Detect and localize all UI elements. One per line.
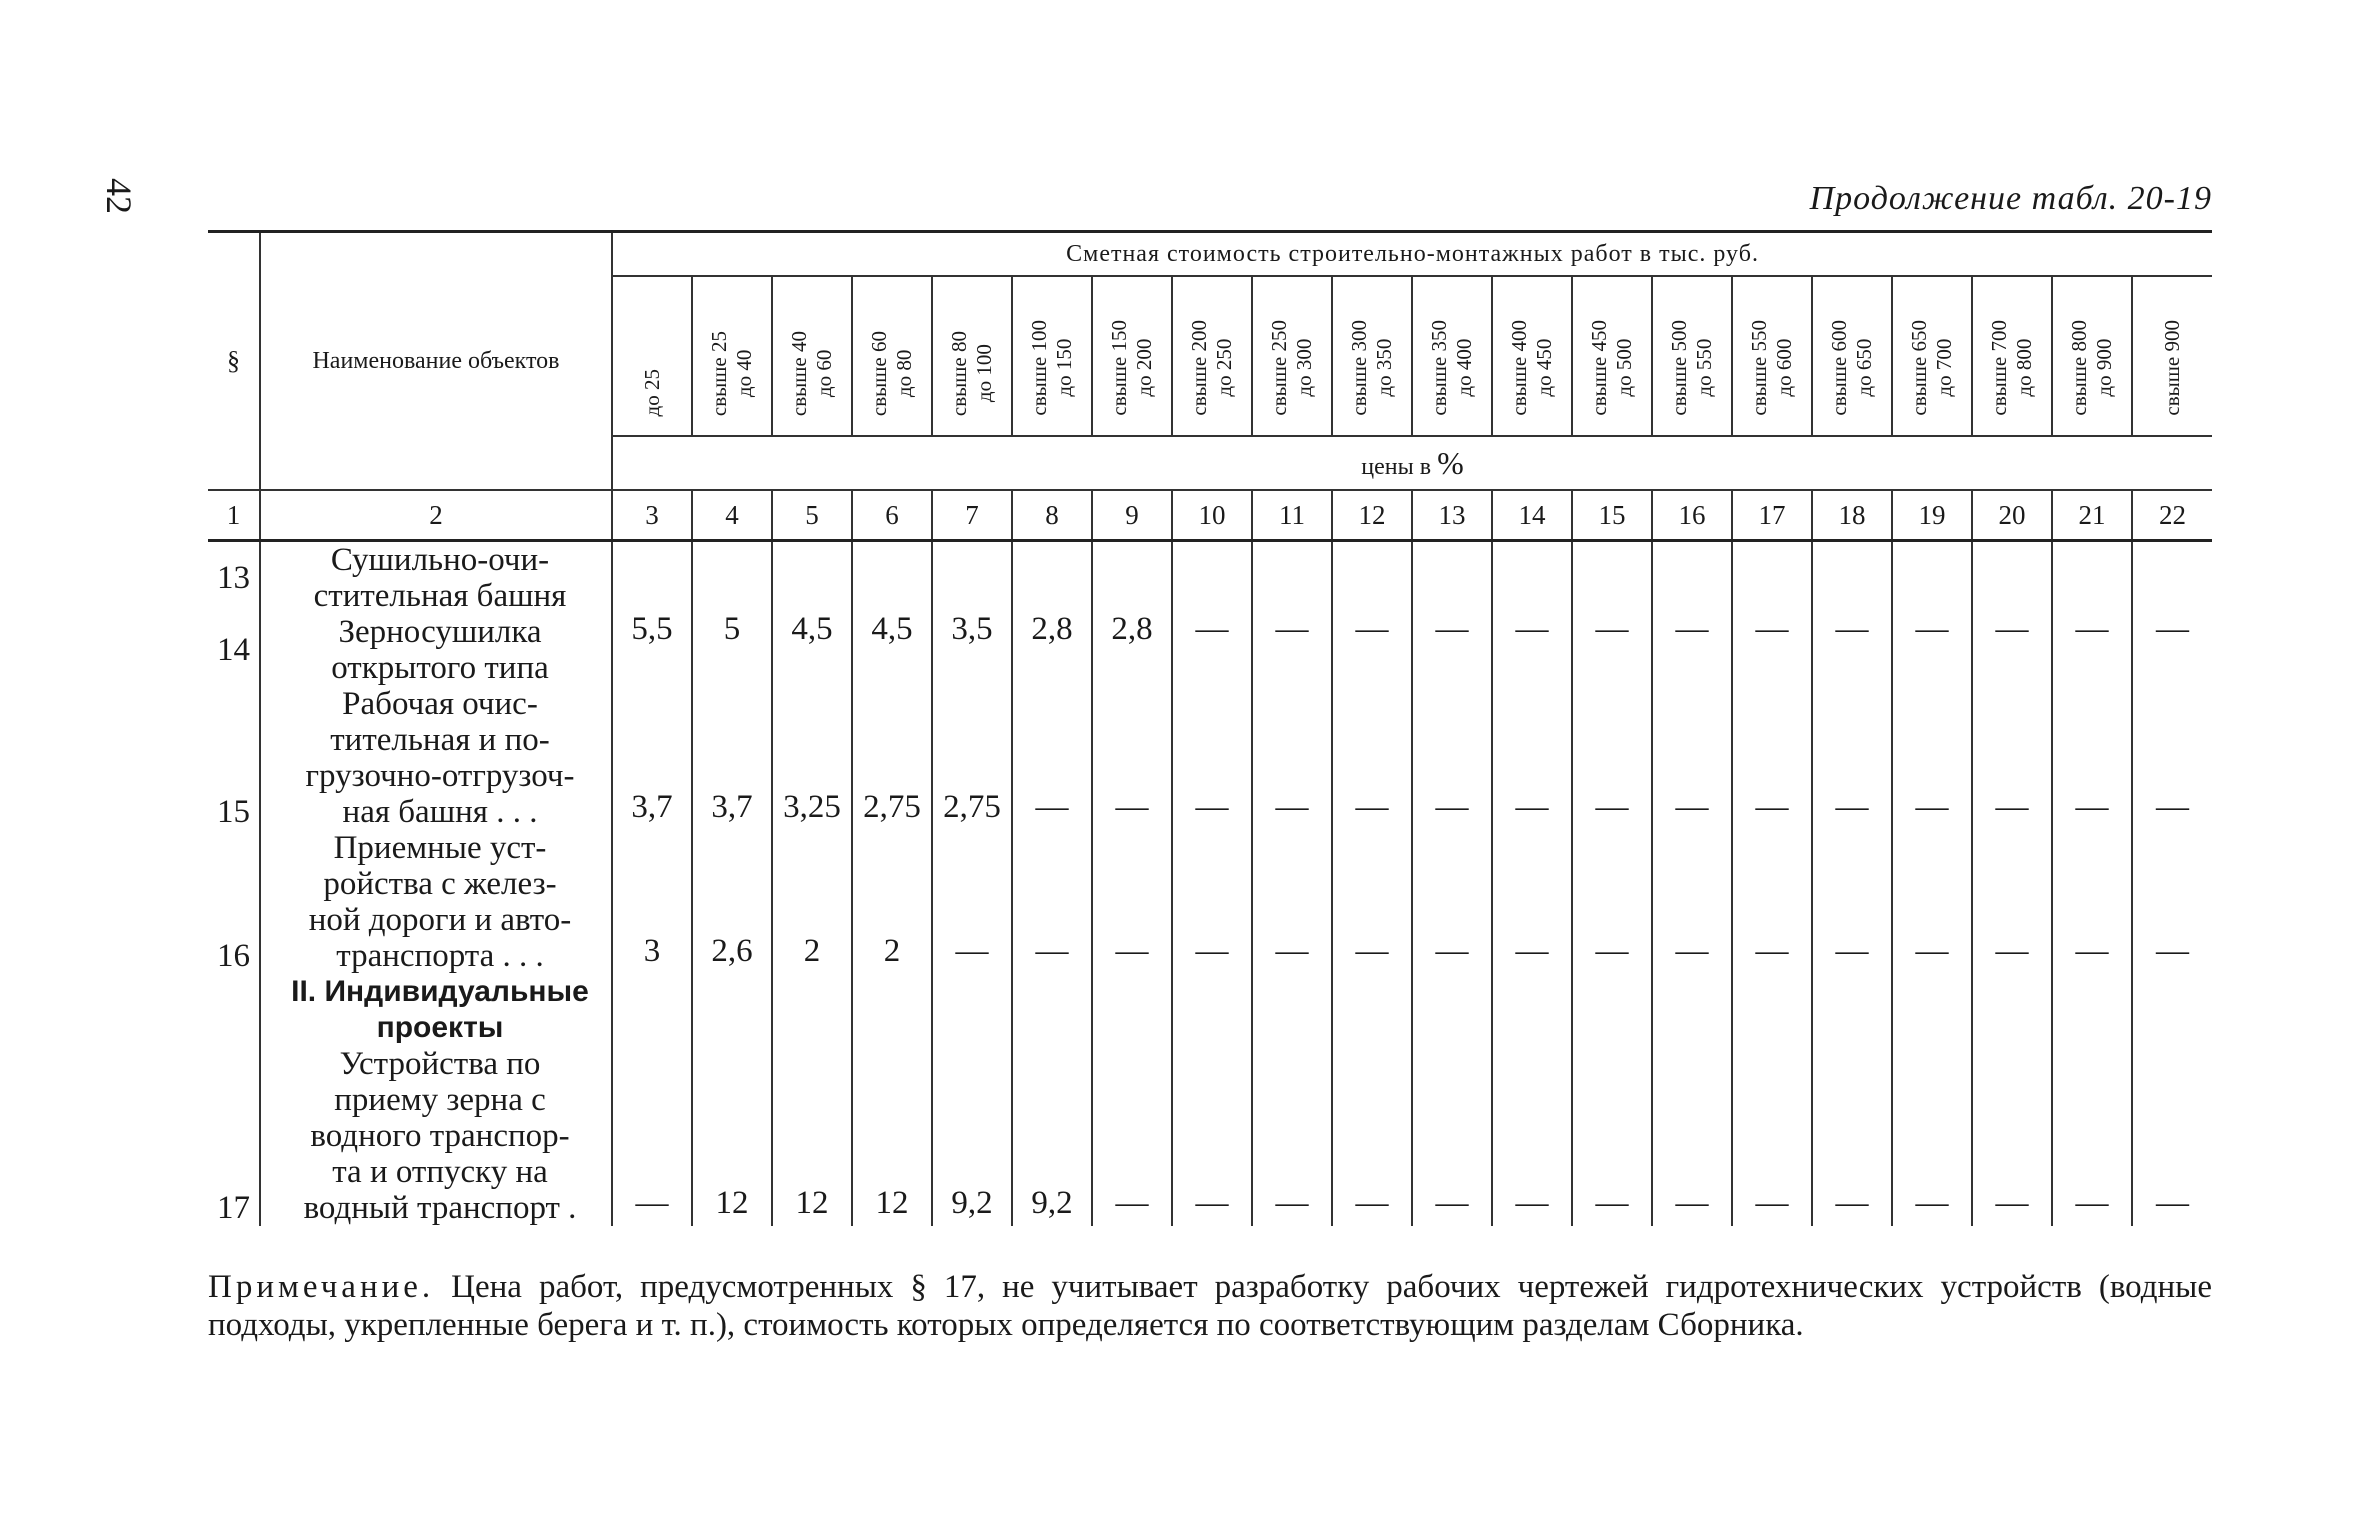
range-header [612, 276, 692, 436]
column-number: 6 [852, 490, 932, 541]
name-header: Наименование объектов [260, 232, 612, 491]
range-header [2132, 276, 2212, 436]
price-cell: — [1732, 686, 1812, 830]
price-cell: 2,75 [932, 686, 1012, 830]
column-number: 22 [2132, 490, 2212, 541]
range-header [2052, 276, 2132, 436]
cost-header: Сметная стоимость строительно-монтажных работ в тыс. руб. [612, 232, 2212, 277]
price-cell: 2,6 [692, 830, 772, 974]
prices-header [612, 436, 2212, 490]
price-cell: 4,5 [772, 541, 852, 687]
column-number: 7 [932, 490, 1012, 541]
range-label: свыше 200 до 250 [1187, 320, 1236, 416]
column-number: 3 [612, 490, 692, 541]
column-number: 14 [1492, 490, 1572, 541]
price-cell: 9,2 [932, 974, 1012, 1226]
column-number: 8 [1012, 490, 1092, 541]
prices-unit: % [1437, 444, 1464, 481]
column-number: 15 [1572, 490, 1652, 541]
column-number: 16 [1652, 490, 1732, 541]
table-row [208, 686, 2212, 830]
price-cell: 2 [852, 830, 932, 974]
section-number: 16 [217, 938, 250, 974]
column-number: 21 [2052, 490, 2132, 541]
price-cell: — [2132, 830, 2212, 974]
price-cell: — [1332, 541, 1412, 687]
price-cell: — [1732, 541, 1812, 687]
range-label: свыше 25 до 40 [707, 330, 756, 416]
price-cell: — [1892, 830, 1972, 974]
range-label: свыше 100 до 150 [1027, 320, 1076, 416]
subheading: II. Индивидуальные проекты [291, 975, 589, 1044]
range-label: свыше 350 до 400 [1427, 320, 1476, 416]
price-cell: — [1092, 686, 1172, 830]
range-header [772, 276, 852, 436]
column-number: 18 [1812, 490, 1892, 541]
price-cell: — [1172, 974, 1252, 1226]
price-cell: 3,5 [932, 541, 1012, 687]
range-label: свыше 550 до 600 [1747, 320, 1796, 416]
range-header [852, 276, 932, 436]
price-cell: — [1972, 541, 2052, 687]
section-number: 15 [217, 794, 250, 830]
range-label: свыше 500 до 550 [1667, 320, 1716, 416]
price-cell: — [1732, 830, 1812, 974]
column-number: 12 [1332, 490, 1412, 541]
price-cell: — [1812, 541, 1892, 687]
range-header [1572, 276, 1652, 436]
object-name-text: Сушильно-очи- стительная башня Зерносушилка открытого типа [313, 542, 567, 686]
price-cell: — [1332, 830, 1412, 974]
price-cell: — [2052, 541, 2132, 687]
price-cell: 4,5 [852, 541, 932, 687]
object-name-text: Приемные уст- ройства с желез- ной дороги и авто- транспорта . . . [308, 830, 572, 974]
table-row [208, 830, 2212, 974]
range-label: свыше 150 до 200 [1107, 320, 1156, 416]
price-cell: 12 [772, 974, 852, 1226]
range-header [1412, 276, 1492, 436]
section-number: 13 14 [217, 560, 250, 668]
price-cell: — [1492, 541, 1572, 687]
range-header [1172, 276, 1252, 436]
price-cell: 2,8 [1092, 541, 1172, 687]
price-cell: — [2132, 974, 2212, 1226]
price-cell: — [1812, 974, 1892, 1226]
column-number: 11 [1252, 490, 1332, 541]
price-cell: — [1572, 830, 1652, 974]
range-label: свыше 60 до 80 [867, 330, 916, 416]
price-cell: — [1332, 974, 1412, 1226]
price-cell: — [1572, 541, 1652, 687]
price-cell: 5,5 [612, 541, 692, 687]
price-cell: — [2052, 830, 2132, 974]
table-note [208, 1268, 2212, 1344]
price-cell: — [1012, 830, 1092, 974]
range-label: свыше 400 до 450 [1507, 320, 1556, 416]
price-cell: — [1492, 686, 1572, 830]
object-name-text: Рабочая очис- тительная и по- грузочно-отгрузоч- ная башня . . . [305, 686, 575, 830]
price-cell: 9,2 [1012, 974, 1092, 1226]
price-cell: — [1412, 541, 1492, 687]
prices-label: цены в [1361, 453, 1432, 480]
range-label: свыше 40 до 60 [787, 330, 836, 416]
range-label: свыше 600 до 650 [1827, 320, 1876, 416]
section-header: § [227, 346, 240, 375]
price-cell: — [1412, 686, 1492, 830]
page-number: 42 [99, 178, 139, 214]
price-cell: — [1492, 974, 1572, 1226]
price-cell: — [1732, 974, 1812, 1226]
price-cell: — [1492, 830, 1572, 974]
range-label: свыше 80 до 100 [947, 330, 996, 416]
price-cell: 2 [772, 830, 852, 974]
price-cell: — [1252, 974, 1332, 1226]
price-cell: 3,7 [612, 686, 692, 830]
price-cell: 3 [612, 830, 692, 974]
column-number: 9 [1092, 490, 1172, 541]
column-number: 19 [1892, 490, 1972, 541]
price-cell: — [1172, 830, 1252, 974]
price-cell: 12 [692, 974, 772, 1226]
object-name [260, 974, 612, 1226]
price-cell: — [1172, 686, 1252, 830]
column-number: 5 [772, 490, 852, 541]
price-cell: — [2132, 541, 2212, 687]
price-cell: 5 [692, 541, 772, 687]
price-cell: — [1652, 686, 1732, 830]
price-cell: — [1172, 541, 1252, 687]
price-cell: — [612, 974, 692, 1226]
price-cell: 2,75 [852, 686, 932, 830]
range-header [1812, 276, 1892, 436]
price-cell: 3,7 [692, 686, 772, 830]
price-cell: — [1812, 830, 1892, 974]
price-cell: — [1252, 830, 1332, 974]
price-cell: — [1252, 686, 1332, 830]
range-header [1332, 276, 1412, 436]
price-cell: 2,8 [1012, 541, 1092, 687]
price-cell: — [1892, 974, 1972, 1226]
table-caption: Продолжение табл. 20-19 [1809, 180, 2212, 217]
range-header [1012, 276, 1092, 436]
price-cell: — [1412, 830, 1492, 974]
price-cell: — [1652, 974, 1732, 1226]
note-label: Примечание. [208, 1269, 435, 1305]
object-name [260, 686, 612, 830]
range-header [1732, 276, 1812, 436]
column-number: 17 [1732, 490, 1812, 541]
range-header [932, 276, 1012, 436]
range-label: свыше 650 до 700 [1907, 320, 1956, 416]
range-header [1652, 276, 1732, 436]
price-cell: — [1972, 686, 2052, 830]
range-label: свыше 250 до 300 [1267, 320, 1316, 416]
price-cell: — [1332, 686, 1412, 830]
price-cell: — [1572, 686, 1652, 830]
price-cell: — [1012, 686, 1092, 830]
column-number: 20 [1972, 490, 2052, 541]
price-cell: — [1972, 974, 2052, 1226]
range-label: свыше 700 до 800 [1987, 320, 2036, 416]
column-number: 4 [692, 490, 772, 541]
range-label: свыше 300 до 350 [1347, 320, 1396, 416]
note-text: Цена работ, предусмотренных § 17, не учитывает разработку рабочих чертежей гидротехнических устройств (водные подходы, укрепленные берега и т. п.), стоимость которых определяется по соответствующим разделам Сборника. [208, 1269, 2212, 1343]
object-name [260, 541, 612, 687]
object-name [260, 830, 612, 974]
range-label: свыше 800 до 900 [2067, 320, 2116, 416]
price-cell: — [1892, 686, 1972, 830]
range-header [1892, 276, 1972, 436]
price-cell: — [1092, 830, 1172, 974]
range-header [1252, 276, 1332, 436]
column-number: 2 [260, 490, 612, 541]
column-number: 13 [1412, 490, 1492, 541]
range-label: до 25 [639, 368, 664, 416]
price-cell: — [1412, 974, 1492, 1226]
price-cell: — [1652, 830, 1732, 974]
price-cell: — [2052, 686, 2132, 830]
price-cell: — [1252, 541, 1332, 687]
price-cell: — [1972, 830, 2052, 974]
table-row [208, 974, 2212, 1226]
range-header [1492, 276, 1572, 436]
price-cell: — [1652, 541, 1732, 687]
price-cell: — [1892, 541, 1972, 687]
price-cell: — [1572, 974, 1652, 1226]
range-label: свыше 450 до 500 [1587, 320, 1636, 416]
price-cell: — [1092, 974, 1172, 1226]
table-row [208, 541, 2212, 687]
cost-table [208, 230, 2212, 1226]
price-cell: — [2052, 974, 2132, 1226]
price-cell: 12 [852, 974, 932, 1226]
column-number: 1 [208, 490, 260, 541]
price-cell: — [1812, 686, 1892, 830]
price-cell: 3,25 [772, 686, 852, 830]
column-number: 10 [1172, 490, 1252, 541]
price-cell: — [2132, 686, 2212, 830]
price-cell: — [932, 830, 1012, 974]
range-header [1092, 276, 1172, 436]
object-name-text: Устройства по приему зерна с водного транспор- та и отпуску на водный транспорт . [303, 1046, 577, 1226]
range-label: свыше 900 [2160, 320, 2185, 416]
section-number: 17 [217, 1190, 250, 1226]
range-header [692, 276, 772, 436]
range-header [1972, 276, 2052, 436]
